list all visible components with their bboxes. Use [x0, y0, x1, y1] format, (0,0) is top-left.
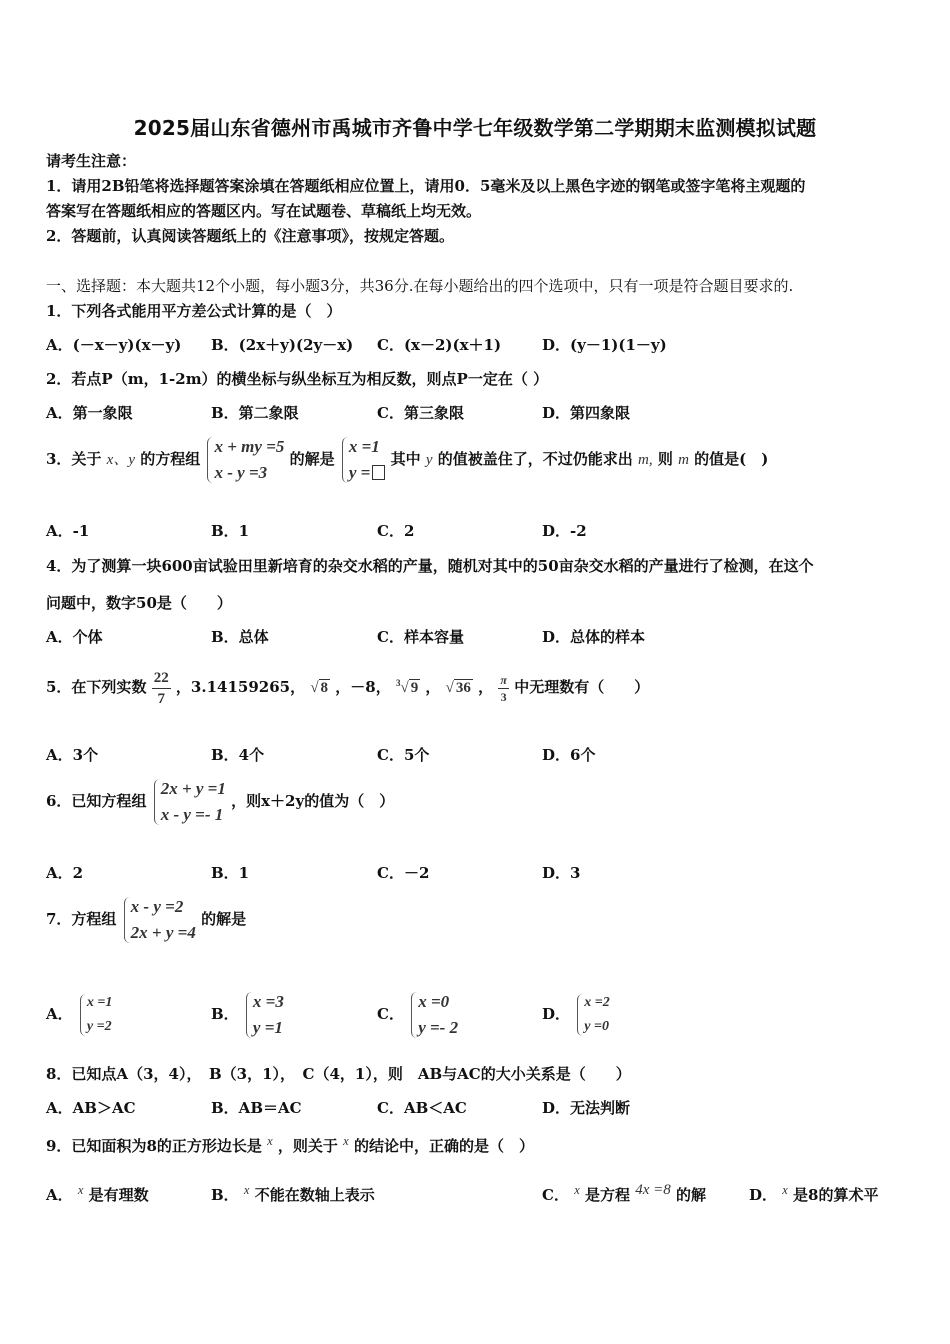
- q3-system-row-1: x + my =5: [214, 437, 285, 456]
- sqrt-icon: √: [400, 680, 409, 696]
- q8-option-c[interactable]: C．AB＜AC: [377, 1099, 467, 1117]
- q9-option-d[interactable]: [749, 1178, 879, 1207]
- q7-option-b-label: B．: [211, 1005, 239, 1023]
- exam-title: 2025届山东省德州市禹城市齐鲁中学七年级数学第二学期期末监测模拟试题: [133, 116, 817, 140]
- q6-text-2: ，则x＋2y的值为（ ）: [231, 792, 395, 810]
- q3-m2: m: [678, 452, 689, 468]
- q6-system-equations: [152, 776, 226, 828]
- q6-system-row-2: x - y =- 1: [160, 805, 224, 824]
- q4-option-c[interactable]: C．样本容量: [377, 628, 464, 646]
- q5-sqrt-8: [310, 679, 330, 696]
- q9-option-c-x: x: [574, 1183, 580, 1197]
- q6-text-1: 6．已知方程组: [46, 792, 147, 810]
- q4-option-b[interactable]: B．总体: [211, 628, 269, 646]
- notice-heading: 请考生注意：: [46, 152, 137, 170]
- q9-x-2: x: [343, 1134, 349, 1148]
- q6-option-a[interactable]: A．2: [46, 864, 84, 882]
- q9-option-d-label: D．: [749, 1186, 778, 1204]
- q5-options: [46, 743, 906, 767]
- q7-option-d-system: [575, 991, 609, 1039]
- q9-text-3: 的结论中，正确的是（ ）: [353, 1137, 534, 1155]
- q7-option-b-row-1: x =3: [252, 992, 284, 1011]
- q5-fraction-1-num: 22: [152, 668, 171, 689]
- section-heading: 一、选择题：本大题共12个小题，每小题3分，共36分.在每小题给出的四个选项中，只有一项是符合题目要求的.: [46, 277, 794, 295]
- q5-text-6: 中无理数有（ ）: [514, 678, 650, 696]
- q3-text-3: 的解是: [289, 450, 335, 468]
- q8-stem: 8．已知点A（3，4）， B（3，1）， C（4，1），则 AB与AC的大小关系是（ ）: [46, 1065, 631, 1083]
- q3-solution-y: y =: [348, 463, 371, 482]
- q1-options: [46, 333, 906, 357]
- q3-option-c[interactable]: C．2: [377, 522, 415, 540]
- q7-option-a-row-2: y =2: [86, 1019, 112, 1034]
- q6-option-c[interactable]: C．－2: [377, 864, 430, 882]
- q3-text-4: 其中: [390, 450, 421, 468]
- q3-system-equations: [205, 434, 284, 486]
- q3-vars: x、y: [106, 452, 135, 468]
- q5-fraction-pi-3: [498, 672, 509, 705]
- q8-options: [46, 1096, 906, 1120]
- q7-stem: [46, 894, 246, 946]
- covered-box-icon: [372, 465, 385, 480]
- q4-stem-b: 问题中，数字50是（ ）: [46, 594, 232, 612]
- q1-option-a[interactable]: A．(－x－y)(x－y): [46, 336, 182, 354]
- q9-option-a-x: x: [77, 1183, 84, 1197]
- q2-option-a[interactable]: A．第一象限: [46, 404, 133, 422]
- q5-text-1: 5．在下列实数: [46, 678, 147, 696]
- q9-option-c-text-1: 是方程: [584, 1186, 630, 1204]
- q1-stem: 1．下列各式能用平方差公式计算的是（ ）: [46, 302, 342, 320]
- q4-stem-a: 4．为了测算一块600亩试验田里新培育的杂交水稻的产量，随机对其中的50亩杂交水稻的产量进行了检测，在这个: [46, 557, 814, 575]
- q3-option-a[interactable]: A．-1: [46, 522, 90, 540]
- q7-option-c-row-1: x =0: [418, 992, 450, 1011]
- q1-option-b[interactable]: B．(2x＋y)(2y－x): [211, 336, 354, 354]
- sqrt-icon: √: [310, 680, 319, 696]
- q6-stem: [46, 776, 394, 828]
- q9-text-2: ，则关于: [277, 1137, 338, 1155]
- q9-option-b-label: B．: [211, 1186, 239, 1204]
- q7-option-b[interactable]: [211, 988, 284, 1041]
- q9-option-b[interactable]: [211, 1178, 375, 1207]
- q7-option-b-system: [244, 989, 284, 1041]
- q3-text-7: 的值是( ): [694, 450, 769, 468]
- q2-stem: 2．若点P（m，1-2m）的横坐标与纵坐标互为相反数，则点P一定在（ ）: [46, 370, 549, 388]
- q5-fraction-1-den: 7: [157, 690, 165, 707]
- q3-text-1: 3．关于: [46, 450, 102, 468]
- q9-option-c-text-2: 的解: [676, 1186, 707, 1204]
- q7-option-c-label: C．: [377, 1005, 404, 1023]
- q4-options: [46, 625, 906, 649]
- q2-option-c[interactable]: C．第三象限: [377, 404, 464, 422]
- q7-text-2: 的解是: [201, 910, 247, 928]
- q9-option-b-x: x: [243, 1183, 250, 1197]
- q9-option-d-x: x: [782, 1183, 788, 1197]
- notice-item-1a: 1．请用2B铅笔将选择题答案涂填在答题纸相应位置上，请用0．5毫米及以上黑色字迹的钢笔或签字笔将主观题的: [46, 177, 806, 195]
- q8-option-d[interactable]: D．无法判断: [542, 1099, 631, 1117]
- q6-system-row-1: 2x + y =1: [160, 779, 226, 798]
- q5-fraction-22-7: [152, 668, 171, 709]
- q5-cbrt-index: 3: [395, 678, 401, 688]
- q6-options: [46, 861, 906, 885]
- q3-system-row-2: x - y =3: [214, 463, 268, 482]
- notice-item-1b: 答案写在答题纸相应的答题区内。写在试题卷、草稿纸上均无效。: [46, 202, 482, 220]
- q7-option-a-label: A．: [46, 1005, 73, 1023]
- q7-option-d-row-1: x =2: [584, 995, 610, 1010]
- q7-option-a-system: [78, 991, 112, 1039]
- q9-stem: [46, 1130, 534, 1157]
- q9-option-c-equation: 4x =8: [635, 1182, 671, 1198]
- q6-option-d[interactable]: D．3: [542, 864, 581, 882]
- q1-option-c[interactable]: C．(x－2)(x＋1): [377, 336, 502, 354]
- q5-text-5: ，: [478, 678, 494, 696]
- q9-option-a-text: 是有理数: [88, 1186, 149, 1204]
- q3-text-6: 则: [657, 450, 673, 468]
- q5-cbrt-9-val: 9: [410, 680, 419, 696]
- q7-option-b-row-2: y =1: [252, 1018, 283, 1037]
- q7-option-d[interactable]: [542, 988, 610, 1040]
- q8-option-a[interactable]: A．AB＞AC: [46, 1099, 136, 1117]
- q9-option-a-label: A．: [46, 1186, 73, 1204]
- q7-option-c-row-2: y =- 2: [418, 1018, 459, 1037]
- q7-option-d-label: D．: [542, 1005, 571, 1023]
- q3-solution-row-2: [349, 460, 385, 486]
- q5-text-3: ，－8，: [335, 678, 391, 696]
- q3-stem: [46, 434, 768, 486]
- q5-stem: [46, 662, 649, 709]
- q5-option-d[interactable]: D．6个: [542, 746, 596, 764]
- q7-system-row-2: 2x + y =4: [130, 923, 196, 942]
- q3-m1: m,: [638, 452, 653, 468]
- q2-options: [46, 401, 906, 425]
- q3-option-b[interactable]: B．1: [211, 522, 250, 540]
- q6-option-b[interactable]: B．1: [211, 864, 250, 882]
- q9-text-1: 9．已知面积为8的正方形边长是: [46, 1137, 262, 1155]
- q7-option-a[interactable]: [46, 988, 112, 1040]
- q5-sqrt-8-val: 8: [320, 680, 329, 696]
- q3-text-2: 的方程组: [140, 450, 201, 468]
- q7-system-equations: [122, 894, 196, 946]
- q5-text-4: ，: [425, 678, 441, 696]
- q7-option-c-system: [409, 989, 458, 1041]
- q5-sqrt-36: [446, 679, 473, 696]
- q7-option-c[interactable]: [377, 988, 458, 1041]
- q2-option-d[interactable]: D．第四象限: [542, 404, 631, 422]
- q1-option-d[interactable]: D．(y－1)(1－y): [542, 336, 667, 354]
- q5-option-b[interactable]: B．4个: [211, 746, 265, 764]
- q7-text-1: 7．方程组: [46, 910, 117, 928]
- q5-option-a[interactable]: A．3个: [46, 746, 99, 764]
- q9-option-c-label: C．: [542, 1186, 569, 1204]
- q3-option-d[interactable]: D．-2: [542, 522, 587, 540]
- q7-option-a-row-1: x =1: [86, 995, 113, 1010]
- q5-fraction-2-num: π: [500, 672, 507, 687]
- q9-option-d-text: 是8的算术平: [793, 1186, 879, 1204]
- notice-item-2: 2．答题前，认真阅读答题纸上的《注意事项》，按规定答题。: [46, 227, 454, 245]
- q5-text-2: ，3.14159265，: [175, 678, 306, 696]
- q5-sqrt-36-val: 36: [455, 680, 471, 696]
- q8-option-b[interactable]: B．AB＝AC: [211, 1099, 302, 1117]
- sqrt-icon: √: [445, 680, 454, 696]
- q9-option-b-text: 不能在数轴上表示: [254, 1186, 375, 1204]
- q5-option-c[interactable]: C．5个: [377, 746, 430, 764]
- q2-option-b[interactable]: B．第二象限: [211, 404, 299, 422]
- q9-options: [46, 1170, 906, 1204]
- q9-option-c[interactable]: [542, 1178, 706, 1207]
- q3-y: y: [425, 452, 433, 468]
- q7-options: [46, 980, 906, 1040]
- q7-system-row-1: x - y =2: [130, 897, 184, 916]
- q3-solution-row-1: x =1: [348, 437, 380, 456]
- q9-option-a[interactable]: [46, 1178, 149, 1207]
- q4-option-d[interactable]: D．总体的样本: [542, 628, 646, 646]
- q3-system-solution: [340, 434, 385, 486]
- q3-options: [46, 519, 906, 543]
- q4-option-a[interactable]: A．个体: [46, 628, 103, 646]
- q3-text-5: 的值被盖住了，不过仍能求出: [437, 450, 633, 468]
- q7-option-d-row-2: y =0: [584, 1019, 609, 1034]
- q9-x-1: x: [267, 1134, 273, 1148]
- q5-cbrt-9: [396, 680, 420, 696]
- q5-fraction-2-den: 3: [500, 689, 507, 704]
